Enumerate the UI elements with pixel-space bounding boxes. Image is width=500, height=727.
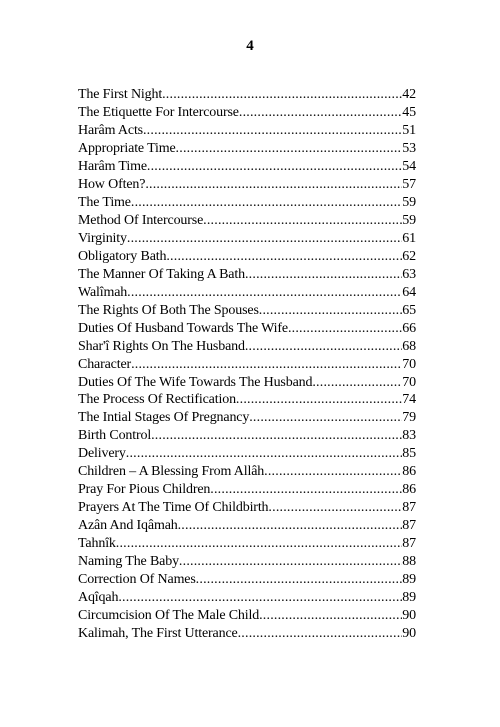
toc-entry-title: The Time bbox=[78, 194, 131, 210]
toc-entry-title: Virginity bbox=[78, 230, 127, 246]
toc-entry-title: Aqîqah bbox=[78, 590, 119, 606]
dot-leader bbox=[264, 463, 402, 481]
dot-leader bbox=[210, 481, 402, 499]
toc-entry-title: The Process Of Rectification bbox=[78, 392, 236, 408]
toc-entry-page: 87 bbox=[402, 536, 416, 552]
toc-entry bbox=[78, 374, 416, 392]
toc-entry bbox=[78, 481, 416, 499]
toc-entry-page: 59 bbox=[402, 212, 416, 228]
dot-leader bbox=[151, 427, 402, 445]
toc-entry-page: 87 bbox=[402, 500, 416, 516]
toc-entry bbox=[78, 266, 416, 284]
dot-leader bbox=[312, 374, 402, 392]
toc-entry-title: Duties Of The Wife Towards The Husband bbox=[78, 374, 313, 390]
toc-entry bbox=[78, 499, 416, 517]
toc-entry bbox=[78, 445, 416, 463]
toc-entry-page: 42 bbox=[402, 87, 416, 102]
toc-entry-page: 65 bbox=[402, 302, 416, 318]
toc-entry-page: 86 bbox=[402, 482, 416, 498]
toc-entry-title: The Intial Stages Of Pregnancy bbox=[78, 410, 250, 426]
toc-entry-title: Walîmah bbox=[78, 284, 128, 300]
toc-entry bbox=[78, 104, 416, 122]
toc-entry-title: Delivery bbox=[78, 446, 126, 462]
toc-entry bbox=[78, 122, 416, 140]
toc-entry bbox=[78, 625, 416, 643]
dot-leader bbox=[118, 589, 402, 607]
toc-entry-page: 89 bbox=[402, 590, 416, 606]
toc-entry bbox=[78, 302, 416, 320]
dot-leader bbox=[236, 391, 402, 409]
toc-entry-page: 83 bbox=[402, 428, 416, 444]
toc-entry-title: Method Of Intercourse bbox=[78, 212, 204, 228]
toc-entry bbox=[78, 158, 416, 176]
toc-entry-title: Pray For Pious Children bbox=[78, 482, 211, 498]
toc-entry-page: 53 bbox=[402, 140, 416, 156]
toc-entry bbox=[78, 553, 416, 571]
toc-entry-page: 63 bbox=[402, 266, 416, 282]
toc-entry bbox=[78, 284, 416, 302]
toc-entry bbox=[78, 391, 416, 409]
page-number: 4 bbox=[246, 38, 254, 54]
toc-entry-page: 45 bbox=[402, 104, 416, 120]
toc-entry bbox=[78, 571, 416, 589]
toc-entry-page: 61 bbox=[402, 230, 416, 246]
dot-leader bbox=[288, 320, 402, 338]
toc-entry-page: 66 bbox=[402, 320, 416, 336]
dot-leader bbox=[196, 571, 403, 589]
toc-entry-page: 90 bbox=[402, 626, 416, 642]
toc-entry-page: 87 bbox=[402, 518, 416, 534]
toc-entry-title: Correction Of Names bbox=[78, 572, 196, 588]
toc-entry-page: 70 bbox=[402, 374, 416, 390]
toc-entry-title: Harâm Acts bbox=[78, 122, 143, 138]
dot-leader bbox=[249, 409, 402, 427]
toc-entry-title: The Rights Of Both The Spouses bbox=[78, 302, 259, 318]
toc-entry-page: 59 bbox=[402, 194, 416, 210]
toc-entry-title: Obligatory Bath bbox=[78, 248, 167, 264]
toc-entry-title: The Etiquette For Intercourse bbox=[78, 104, 239, 120]
dot-leader bbox=[147, 158, 402, 176]
dot-leader bbox=[259, 302, 403, 320]
dot-leader bbox=[179, 553, 402, 571]
dot-leader bbox=[239, 104, 402, 122]
toc-entry-title: Appropriate Time bbox=[78, 140, 176, 156]
toc-entry-title: The Manner Of Taking A Bath bbox=[78, 266, 245, 282]
toc-entry bbox=[78, 607, 416, 625]
toc-entry-title: Character bbox=[78, 356, 132, 372]
toc-entry bbox=[78, 86, 416, 104]
toc-entry bbox=[78, 427, 416, 445]
toc-entry bbox=[78, 356, 416, 374]
dot-leader bbox=[143, 122, 402, 140]
dot-leader bbox=[268, 499, 402, 517]
toc-entry-page: 70 bbox=[402, 356, 416, 372]
dot-leader bbox=[145, 176, 402, 194]
dot-leader bbox=[166, 248, 402, 266]
toc-entry-title: Duties Of Husband Towards The Wife bbox=[78, 320, 288, 336]
toc-entry-page: 89 bbox=[402, 572, 416, 588]
toc-entry-title: How Often? bbox=[78, 176, 146, 192]
toc-entry bbox=[78, 517, 416, 535]
toc-entry bbox=[78, 212, 416, 230]
dot-leader bbox=[203, 212, 402, 230]
toc-entry-page: 57 bbox=[402, 176, 416, 192]
toc-entry-page: 54 bbox=[402, 158, 416, 174]
dot-leader bbox=[127, 284, 402, 302]
toc-entry-page: 90 bbox=[402, 608, 416, 624]
toc-entry-title: The First Night bbox=[78, 87, 163, 102]
toc-entry-title: Tahnîk bbox=[78, 536, 116, 552]
toc-entry-page: 85 bbox=[402, 446, 416, 462]
dot-leader bbox=[116, 535, 403, 553]
toc-entry-title: Kalimah, The First Utterance bbox=[78, 626, 238, 642]
dot-leader bbox=[127, 230, 402, 248]
toc-entry-title: Circumcision Of The Male Child bbox=[78, 608, 260, 624]
toc-entry-title: Birth Control bbox=[78, 428, 152, 444]
toc-entry-page: 79 bbox=[402, 410, 416, 426]
toc-entry-title: Azân And Iqâmah bbox=[78, 518, 178, 534]
dot-leader bbox=[178, 517, 403, 535]
toc-entry-page: 74 bbox=[402, 392, 416, 408]
dot-leader bbox=[162, 86, 402, 104]
toc-entry bbox=[78, 248, 416, 266]
toc-entry-page: 64 bbox=[402, 284, 416, 300]
toc-entry bbox=[78, 589, 416, 607]
toc-entry bbox=[78, 140, 416, 158]
toc-entry-title: Children – A Blessing From Allâh bbox=[78, 464, 265, 480]
toc-entry-page: 62 bbox=[402, 248, 416, 264]
toc-entry bbox=[78, 176, 416, 194]
dot-leader bbox=[131, 194, 402, 212]
toc-entry-page: 88 bbox=[402, 554, 416, 570]
toc-entry-title: Shar'î Rights On The Husband bbox=[78, 338, 245, 354]
toc-entry bbox=[78, 463, 416, 481]
dot-leader bbox=[131, 356, 402, 374]
toc-entry bbox=[78, 194, 416, 212]
toc-entry bbox=[78, 535, 416, 553]
toc-entry-page: 51 bbox=[402, 122, 416, 138]
toc-entry bbox=[78, 230, 416, 248]
toc-entry-title: Harâm Time bbox=[78, 158, 147, 174]
toc-entry bbox=[78, 320, 416, 338]
dot-leader bbox=[176, 140, 403, 158]
toc-entry-title: Prayers At The Time Of Childbirth bbox=[78, 500, 269, 516]
dot-leader bbox=[126, 445, 403, 463]
dot-leader bbox=[245, 338, 402, 356]
toc-entry-title: Naming The Baby bbox=[78, 554, 179, 570]
dot-leader bbox=[245, 266, 402, 284]
toc-entry-page: 86 bbox=[402, 464, 416, 480]
dot-leader bbox=[259, 607, 402, 625]
table-of-contents bbox=[78, 86, 416, 643]
dot-leader bbox=[238, 625, 403, 643]
toc-entry bbox=[78, 409, 416, 427]
toc-entry-page: 68 bbox=[402, 338, 416, 354]
toc-entry bbox=[78, 338, 416, 356]
